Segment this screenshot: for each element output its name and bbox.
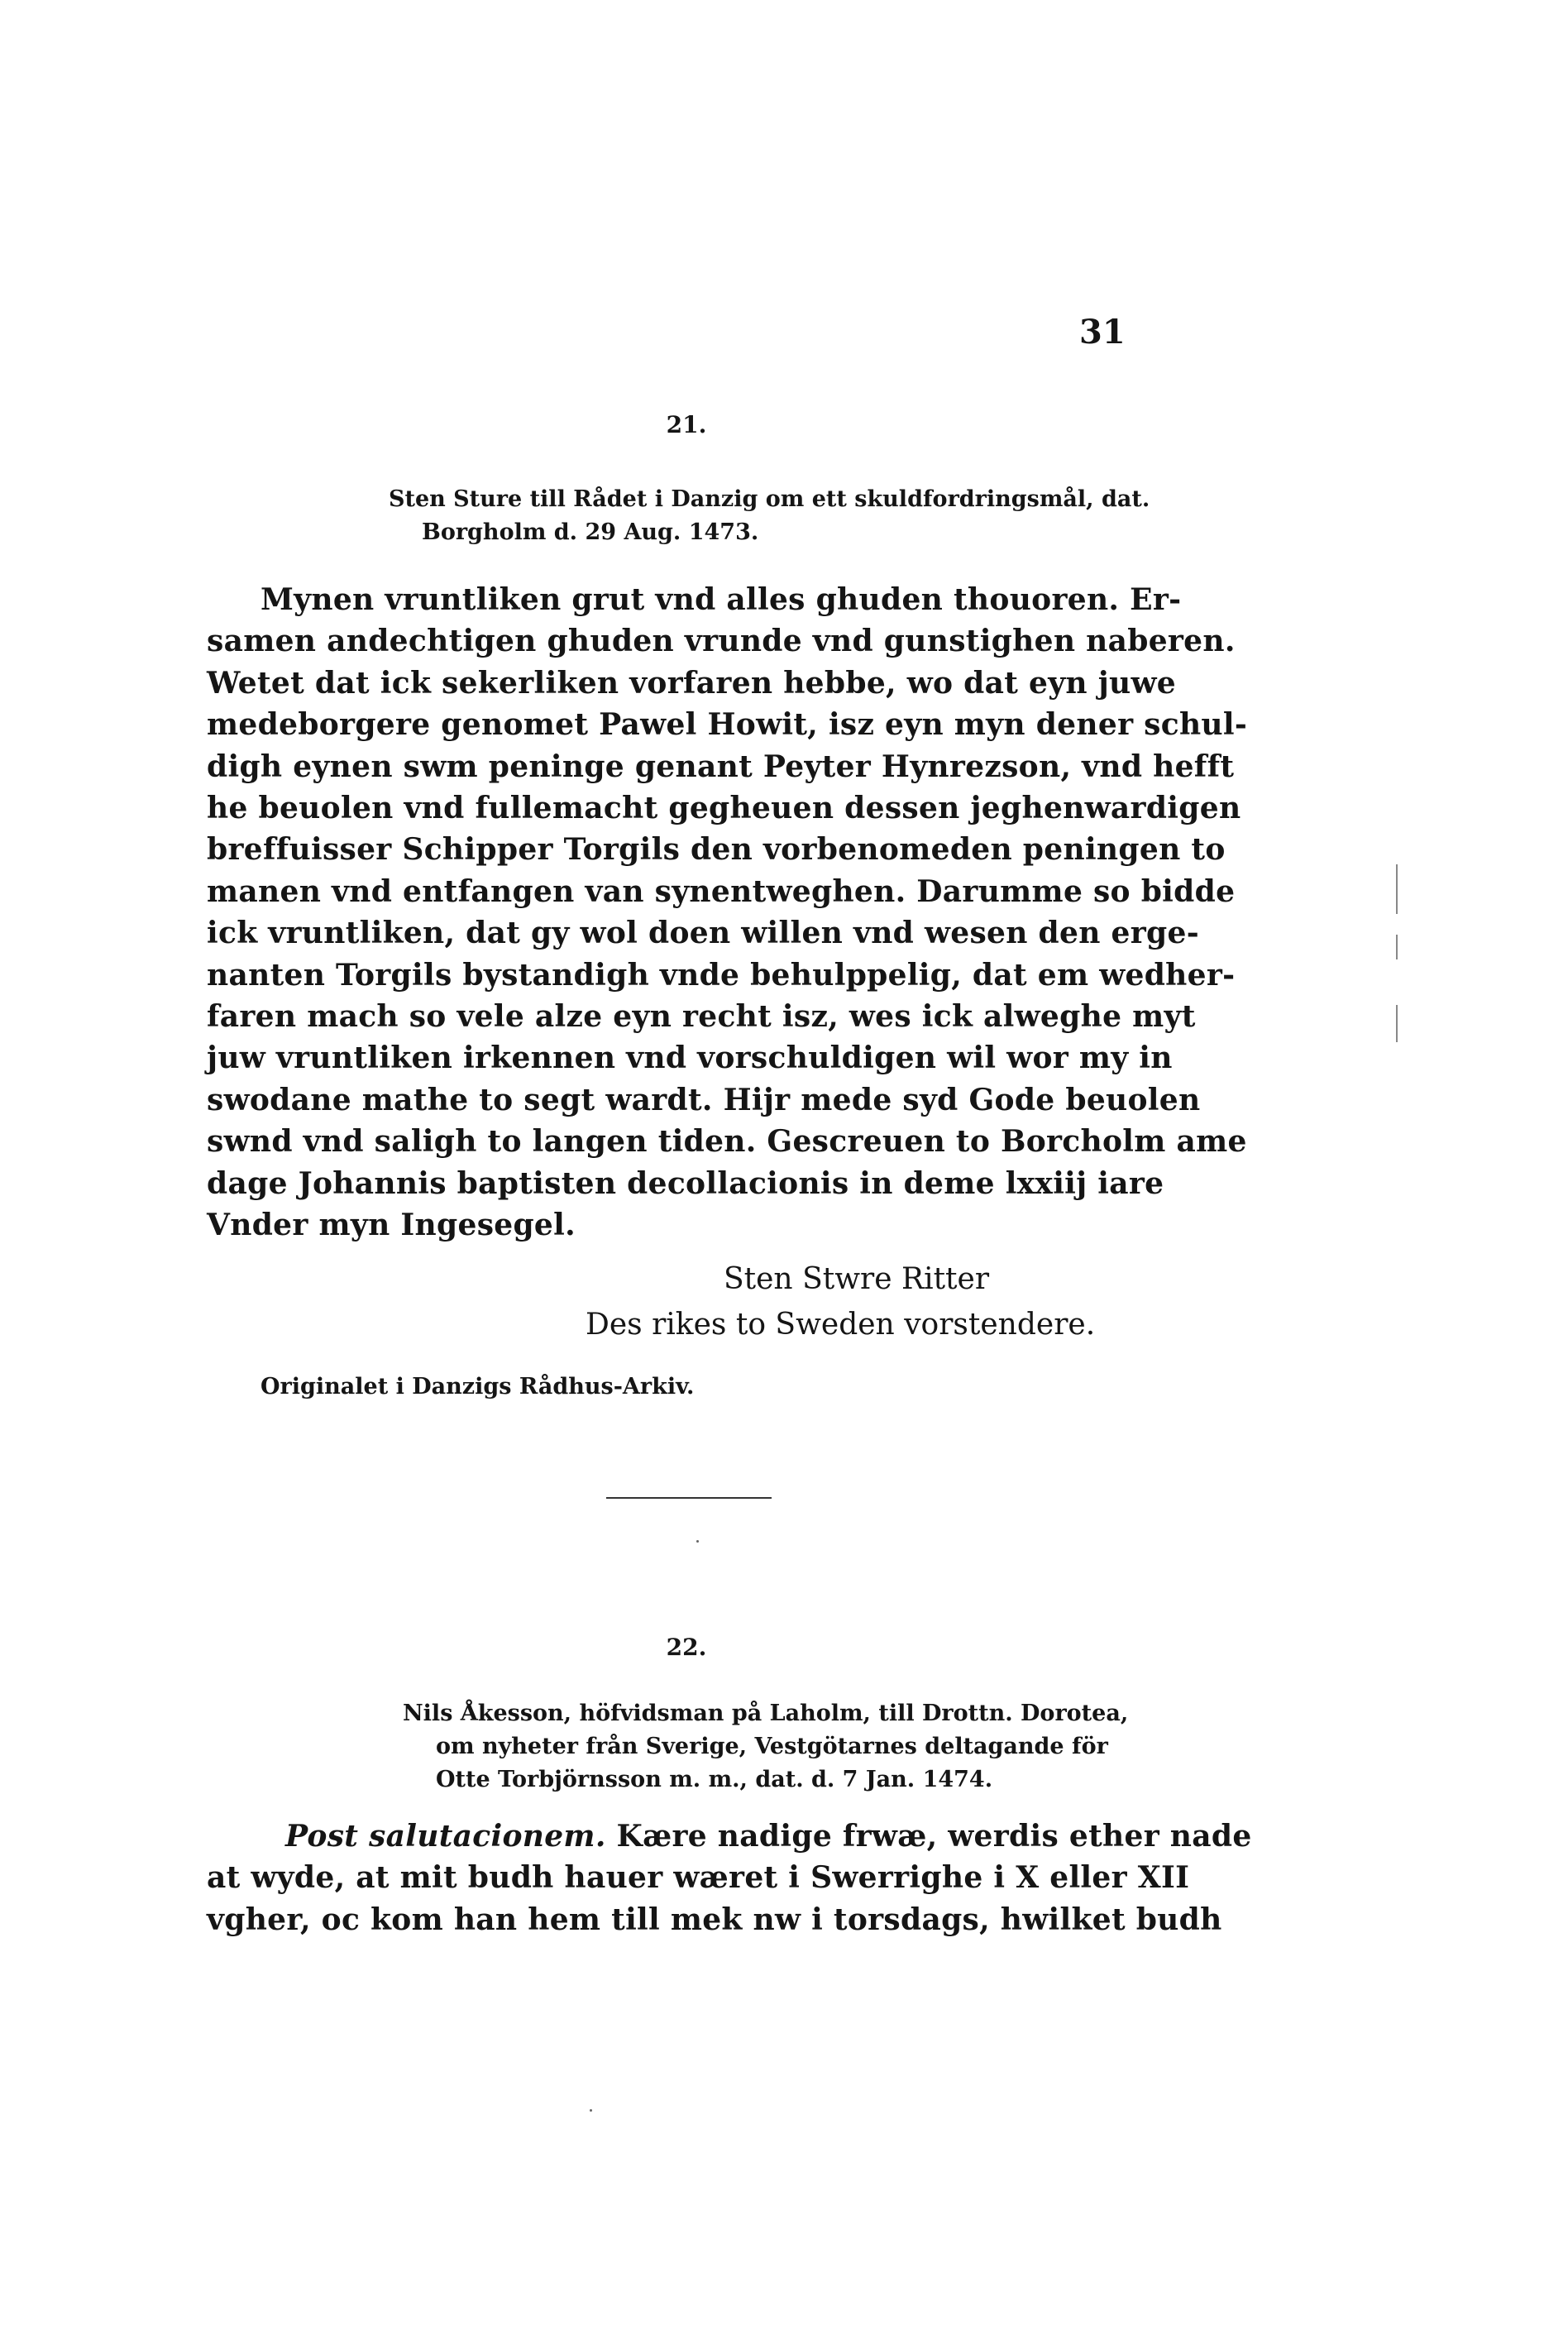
body-line: Mynen vruntliken grut vnd alles ghuden thouoren. Er- xyxy=(261,582,1182,617)
margin-mark xyxy=(1396,1005,1398,1042)
section-divider xyxy=(606,1497,772,1499)
letter-22-body xyxy=(207,1816,1252,1940)
body-line xyxy=(207,1816,1252,1857)
headnote-line: om nyheter från Sverige, Vestgötarnes deltagande för xyxy=(436,1734,1108,1759)
first-line-text: Kære nadige frwæ, werdis ether nade xyxy=(616,1819,1252,1854)
body-line: nanten Torgils bystandigh vnde behulppelig, dat em wedher- xyxy=(207,957,1236,993)
margin-mark xyxy=(1396,864,1398,914)
body-line: he beuolen vnd fullemacht gegheuen dessen jeghenwardigen xyxy=(207,791,1241,826)
body-line: breffuisser Schipper Torgils den vorbenomeden peningen to xyxy=(207,832,1226,868)
source-note: Originalet i Danzigs Rådhus-Arkiv. xyxy=(261,1374,695,1399)
body-line: at wyde, at mit budh hauer wæret i Swerrighe i X eller XII xyxy=(207,1860,1190,1896)
letter-21-number: 21. xyxy=(666,411,707,438)
salutation: Post salutacionem. xyxy=(285,1819,606,1854)
body-line: ick vruntliken, dat gy wol doen willen vnd wesen den erge- xyxy=(207,916,1199,951)
ink-speck xyxy=(590,2109,592,2112)
body-line: faren mach so vele alze eyn recht isz, wes ick alweghe myt xyxy=(207,999,1196,1035)
letter-22-headnote xyxy=(403,1697,1128,1797)
letter-21-body xyxy=(207,579,1248,1246)
body-line: dage Johannis baptisten decollacionis in deme lxxiij iare xyxy=(207,1165,1164,1201)
body-line: swodane mathe to segt wardt. Hijr mede syd Gode beuolen xyxy=(207,1082,1201,1117)
headnote-line: Nils Åkesson, höfvidsman på Laholm, till Drottn. Dorotea, xyxy=(403,1701,1129,1726)
signature-title: Des rikes to Sweden vorstendere. xyxy=(586,1308,1096,1342)
body-line: vgher, oc kom han hem till mek nw i torsdags, hwilket budh xyxy=(207,1902,1222,1937)
letter-21-headnote xyxy=(389,483,1150,549)
body-line: medeborgere genomet Pawel Howit, isz eyn myn dener schul- xyxy=(207,707,1248,743)
body-line: Vnder myn Ingesegel. xyxy=(207,1208,576,1243)
headnote-line: Sten Sture till Rådet i Danzig om ett skuldfordringsmål, dat. xyxy=(389,486,1150,512)
letter-22-number: 22. xyxy=(666,1634,707,1661)
body-line: manen vnd entfangen van synentweghen. Darumme so bidde xyxy=(207,873,1236,909)
body-line: Wetet dat ick sekerliken vorfaren hebbe, wo dat eyn juwe xyxy=(207,665,1177,701)
body-line: swnd vnd saligh to langen tiden. Gescreuen to Borcholm ame xyxy=(207,1124,1247,1160)
margin-mark xyxy=(1396,935,1398,959)
page-number: 31 xyxy=(1079,313,1126,352)
headnote-line: Borgholm d. 29 Aug. 1473. xyxy=(422,519,759,545)
signature-name: Sten Stwre Ritter xyxy=(724,1262,990,1296)
ink-speck xyxy=(696,1540,699,1543)
body-line: digh eynen swm peninge genant Peyter Hynrezson, vnd hefft xyxy=(207,749,1235,784)
body-line: samen andechtigen ghuden vrunde vnd gunstighen naberen. xyxy=(207,624,1236,659)
headnote-line: Otte Torbjörnsson m. m., dat. d. 7 Jan. 1474. xyxy=(436,1767,993,1792)
body-line: juw vruntliken irkennen vnd vorschuldigen wil wor my in xyxy=(207,1041,1173,1076)
